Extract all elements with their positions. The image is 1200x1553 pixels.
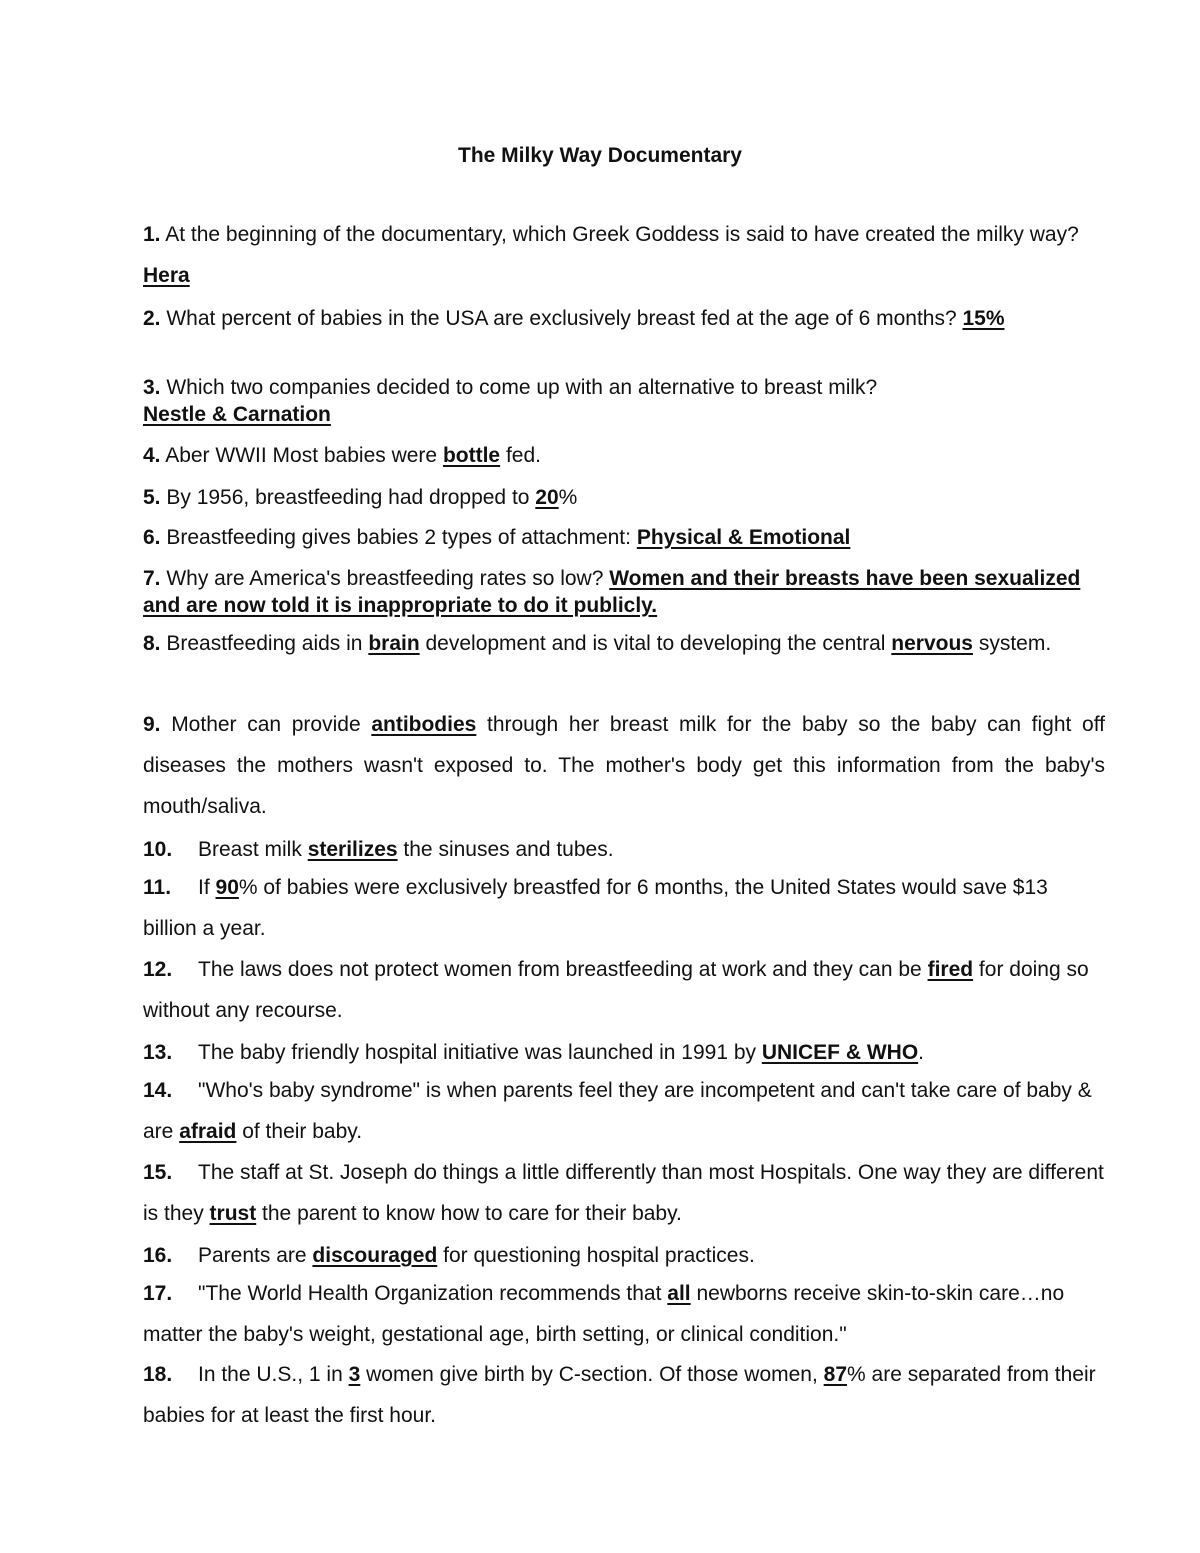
question-4	[143, 442, 1105, 469]
question-number: 5.	[143, 486, 161, 509]
question-9	[143, 704, 1105, 827]
question-text: the parent to know how to care for their baby.	[256, 1202, 682, 1225]
question-text: Parents are	[198, 1244, 313, 1267]
question-text: Why are America's breastfeeding rates so low?	[160, 567, 610, 590]
question-text: Breast milk	[198, 838, 308, 861]
question-18	[143, 1354, 1105, 1436]
question-text: In the U.S., 1 in	[198, 1363, 349, 1386]
question-text: Mother can provide	[160, 713, 372, 736]
question-text: "The World Health Organization recommends that	[198, 1282, 668, 1305]
question-number: 18.	[143, 1363, 173, 1386]
question-number: 6.	[143, 526, 161, 549]
document-title: The Milky Way Documentary	[458, 144, 742, 167]
answer: bottle	[442, 444, 501, 467]
question-number: 16.	[143, 1244, 173, 1267]
answer: brain	[368, 632, 420, 655]
question-17	[143, 1273, 1105, 1355]
answer: fired	[927, 958, 974, 981]
answer: Nestle & Carnation	[143, 403, 331, 426]
answer: 20	[535, 486, 559, 509]
question-number: 15.	[143, 1161, 173, 1184]
answer: trust	[209, 1202, 257, 1225]
question-number: 2.	[143, 307, 161, 330]
question-text: Aber WWII Most babies were	[160, 444, 443, 467]
question-number: 14.	[143, 1079, 173, 1102]
question-text: If	[198, 876, 216, 899]
question-16	[143, 1242, 1105, 1269]
question-text: % are separated from their babies for at least the first hour.	[143, 1363, 1096, 1427]
answer: 90	[215, 876, 239, 899]
question-number: 17.	[143, 1282, 173, 1305]
question-14	[143, 1070, 1105, 1152]
answer: sterilizes	[307, 838, 398, 861]
question-text: By 1956, breastfeeding had dropped to	[160, 486, 536, 509]
question-text: women give birth by C-section. Of those women,	[360, 1363, 824, 1386]
question-text: system.	[973, 632, 1052, 655]
answer: Hera	[143, 264, 190, 287]
question-text: "Who's baby syndrome" is when parents feel they are incompetent and can't take care of baby & are	[143, 1079, 1092, 1143]
question-number: 1.	[143, 223, 161, 246]
answer: UNICEF & WHO	[761, 1041, 919, 1064]
answer: Physical & Emotional	[636, 526, 851, 549]
question-text: At the beginning of the documentary, which Greek Goddess is said to have created the milky way?	[160, 223, 1079, 246]
question-text: .	[918, 1041, 925, 1064]
answer: afraid	[179, 1120, 237, 1143]
answer: antibodies	[371, 713, 477, 736]
question-text: The laws does not protect women from breastfeeding at work and they can be	[198, 958, 928, 981]
answer: 15%	[962, 307, 1005, 330]
question-text: %	[558, 486, 578, 509]
question-number: 7.	[143, 567, 161, 590]
answer: nervous	[891, 632, 973, 655]
question-text: Breastfeeding aids in	[160, 632, 369, 655]
question-number: 8.	[143, 632, 161, 655]
question-text: through her breast milk for the baby so the baby can fight off diseases the mothers wasn't exposed to. The mother's body get this information from the baby's mouth/saliva.	[143, 713, 1106, 818]
question-text: for doing so without any recourse.	[143, 958, 1089, 1022]
question-13	[143, 1039, 1105, 1066]
answer: 87	[823, 1363, 848, 1386]
question-11	[143, 867, 1105, 949]
question-1	[143, 214, 1105, 296]
question-text: Which two companies decided to come up with an alternative to breast milk?	[160, 376, 878, 399]
question-text: newborns receive skin-to-skin care…no matter the baby's weight, gestational age, birth setting, or clinical condition."	[143, 1282, 1065, 1346]
question-number: 12.	[143, 958, 173, 981]
question-12	[143, 949, 1105, 1031]
question-5	[143, 484, 1105, 511]
question-number: 9.	[143, 713, 161, 736]
question-text: The staff at St. Joseph do things a little differently than most Hospitals. One way they are different is they	[143, 1161, 1104, 1225]
question-number: 3.	[143, 376, 161, 399]
question-number: 13.	[143, 1041, 173, 1064]
question-10	[143, 836, 1105, 863]
question-number: 11.	[143, 876, 172, 899]
answer: discouraged	[312, 1244, 438, 1267]
question-text: Breastfeeding gives babies 2 types of attachment:	[160, 526, 637, 549]
question-text: What percent of babies in the USA are exclusively breast fed at the age of 6 months?	[160, 307, 963, 330]
question-text: development and is vital to developing the central	[419, 632, 892, 655]
answer: 3	[348, 1363, 361, 1386]
question-7	[143, 565, 1105, 619]
question-8	[143, 623, 1105, 664]
answer: Women and their breasts have been sexualized and are now told it is inappropriate to do it publicly.	[143, 567, 1081, 617]
question-text: fed.	[500, 444, 541, 467]
question-6	[143, 524, 1105, 551]
question-number: 10.	[143, 838, 173, 861]
question-3	[143, 374, 1105, 428]
question-text: % of babies were exclusively breastfed for 6 months, the United States would save $13 billion a year.	[143, 876, 1048, 940]
question-text: the sinuses and tubes.	[397, 838, 614, 861]
question-text: The baby friendly hospital initiative was launched in 1991 by	[198, 1041, 762, 1064]
question-15	[143, 1152, 1105, 1234]
question-text: for questioning hospital practices.	[437, 1244, 755, 1267]
answer: all	[667, 1282, 691, 1305]
question-2	[143, 305, 1105, 332]
question-text: of their baby.	[236, 1120, 363, 1143]
question-number: 4.	[143, 444, 161, 467]
